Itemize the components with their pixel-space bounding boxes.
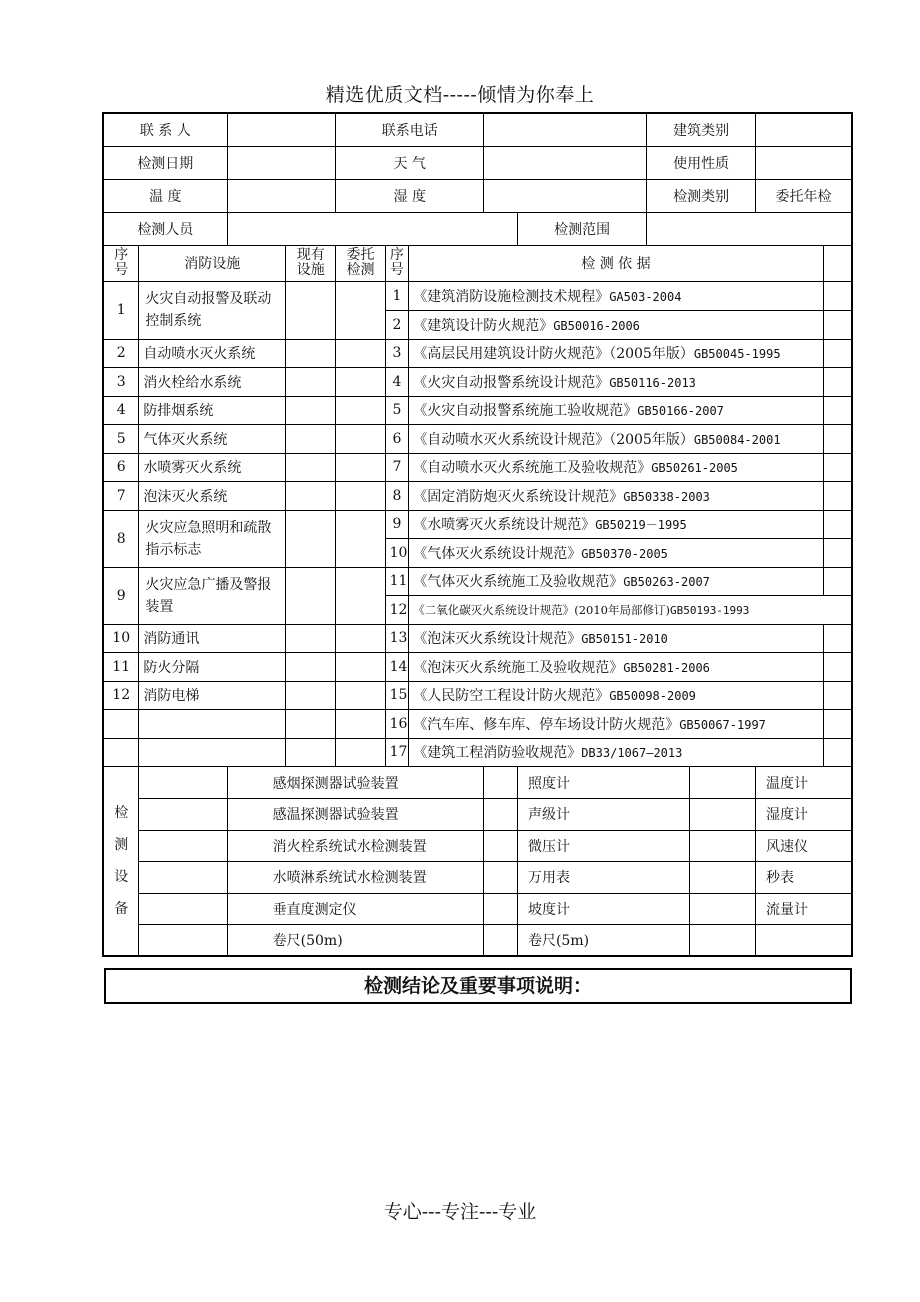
equipment-item: 照度计 [517, 767, 689, 799]
table-row [103, 453, 852, 482]
info-row [103, 146, 852, 179]
existing-cell[interactable] [286, 567, 336, 624]
equipment-row [103, 830, 852, 862]
facility-header: 消防设施 [139, 245, 286, 281]
equipment-item [755, 925, 852, 957]
existing-cell[interactable] [286, 339, 336, 368]
facility-name: 泡沫灭火系统 [139, 482, 286, 511]
equipment-check[interactable] [690, 767, 756, 799]
equipment-check[interactable] [484, 893, 518, 925]
table-row [103, 738, 852, 767]
facility-name: 自动喷水灭火系统 [139, 339, 286, 368]
equipment-check[interactable] [690, 830, 756, 862]
standard-no: 9 [385, 510, 409, 539]
equipment-check[interactable] [484, 830, 518, 862]
equipment-check[interactable] [139, 862, 227, 894]
equipment-item: 万用表 [517, 862, 689, 894]
standard-text: 《泡沫灭火系统设计规范》GB50151-2010 [409, 624, 823, 653]
standard-text: 《自动喷水灭火系统设计规范》（2005年版）GB50084-2001 [409, 425, 823, 454]
date-value[interactable] [227, 146, 336, 179]
entrusted-cell[interactable] [336, 482, 385, 511]
facility-name: 火灾应急广播及警报装置 [139, 567, 286, 624]
facility-name: 消防电梯 [139, 681, 286, 710]
standard-text: 《建筑设计防火规范》GB50016-2006 [409, 310, 823, 339]
facility-name: 消火栓给水系统 [139, 368, 286, 397]
facility-name: 火灾应急照明和疏散指示标志 [139, 510, 286, 567]
equipment-row [103, 862, 852, 894]
entrusted-cell[interactable] [336, 281, 385, 339]
equipment-check[interactable] [139, 925, 227, 957]
equipment-item: 垂直度测定仪 [227, 893, 483, 925]
facility-no: 5 [103, 425, 139, 454]
standard-no: 12 [385, 596, 409, 625]
standard-text: 《建筑工程消防验收规范》DB33/1067—2013 [409, 738, 823, 767]
equipment-check[interactable] [139, 799, 227, 831]
existing-cell[interactable] [286, 624, 336, 653]
equipment-check[interactable] [690, 862, 756, 894]
facility-no: 6 [103, 453, 139, 482]
facility-no: 3 [103, 368, 139, 397]
equipment-check[interactable] [484, 767, 518, 799]
entrusted-cell[interactable] [336, 681, 385, 710]
usage-value[interactable] [755, 146, 852, 179]
table-row [103, 624, 852, 653]
equipment-item: 水喷淋系统试水检测装置 [227, 862, 483, 894]
seq-header: 序号 [103, 245, 139, 281]
standard-no: 4 [385, 368, 409, 397]
entrusted-cell[interactable] [336, 368, 385, 397]
standard-text: 《火灾自动报警系统施工验收规范》GB50166-2007 [409, 396, 823, 425]
equipment-item: 坡度计 [517, 893, 689, 925]
humidity-label: 湿 度 [336, 179, 484, 212]
equipment-check[interactable] [139, 767, 227, 799]
scope-label: 检测范围 [517, 212, 646, 245]
temp-label: 温 度 [103, 179, 227, 212]
page-header: 精选优质文档-----倾情为你奉上 [325, 84, 595, 106]
existing-cell[interactable] [286, 482, 336, 511]
facility-no: 1 [103, 281, 139, 339]
facility-name: 消防通讯 [139, 624, 286, 653]
entrusted-cell[interactable] [336, 567, 385, 624]
existing-cell[interactable] [286, 396, 336, 425]
conclusion-heading: 检测结论及重要事项说明： [104, 968, 852, 1004]
standard-text: 《气体灭火系统设计规范》GB50370-2005 [409, 539, 823, 568]
standard-no: 17 [385, 738, 409, 767]
building-type-label: 建筑类别 [647, 113, 756, 146]
humidity-value[interactable] [484, 179, 647, 212]
info-row [103, 212, 852, 245]
contact-label: 联 系 人 [103, 113, 227, 146]
equipment-item: 卷尺(50m) [227, 925, 483, 957]
equipment-item: 消火栓系统试水检测装置 [227, 830, 483, 862]
facilities-header-row [103, 245, 852, 281]
equipment-check[interactable] [690, 893, 756, 925]
table-row [103, 396, 852, 425]
entrusted-cell[interactable] [336, 339, 385, 368]
standard-text: 《火灾自动报警系统设计规范》GB50116-2013 [409, 368, 823, 397]
equipment-item: 感温探测器试验装置 [227, 799, 483, 831]
equipment-check[interactable] [484, 862, 518, 894]
facility-no: 7 [103, 482, 139, 511]
existing-cell[interactable] [286, 281, 336, 339]
equipment-item: 流量计 [755, 893, 852, 925]
table-row [103, 510, 852, 539]
info-row [103, 113, 852, 146]
facility-name: 防火分隔 [139, 653, 286, 682]
entrusted-cell[interactable] [336, 396, 385, 425]
page-footer: 专心---专注---专业 [383, 1201, 537, 1223]
entrusted-cell[interactable] [336, 510, 385, 567]
equipment-check[interactable] [484, 925, 518, 957]
standard-no: 16 [385, 710, 409, 739]
facility-name: 火灾自动报警及联动控制系统 [139, 281, 286, 339]
info-row [103, 179, 852, 212]
standard-no: 8 [385, 482, 409, 511]
building-type-value[interactable] [755, 113, 852, 146]
standard-no: 3 [385, 339, 409, 368]
table-row [103, 681, 852, 710]
date-label: 检测日期 [103, 146, 227, 179]
inspector-label: 检测人员 [103, 212, 227, 245]
existing-cell[interactable] [286, 653, 336, 682]
facility-no: 12 [103, 681, 139, 710]
table-row [103, 653, 852, 682]
standard-text: 《二氧化碳灭火系统设计规范》(2010年局部修订)GB50193-1993 [409, 596, 852, 625]
phone-value[interactable] [484, 113, 647, 146]
existing-cell[interactable] [286, 681, 336, 710]
facility-name: 气体灭火系统 [139, 425, 286, 454]
equipment-check[interactable] [139, 893, 227, 925]
table-row [103, 710, 852, 739]
table-row [103, 339, 852, 368]
facility-no: 4 [103, 396, 139, 425]
existing-cell[interactable] [286, 368, 336, 397]
scope-value[interactable] [647, 212, 852, 245]
phone-label: 联系电话 [336, 113, 484, 146]
standard-no: 13 [385, 624, 409, 653]
equipment-row [103, 767, 852, 799]
equipment-item: 感烟探测器试验装置 [227, 767, 483, 799]
standard-text: 《气体灭火系统施工及验收规范》GB50263-2007 [409, 567, 823, 596]
table-row [103, 567, 852, 596]
standard-no: 7 [385, 453, 409, 482]
entrusted-cell[interactable] [336, 453, 385, 482]
standard-text: 《泡沫灭火系统施工及验收规范》GB50281-2006 [409, 653, 823, 682]
equipment-item: 温度计 [755, 767, 852, 799]
entrusted-cell[interactable] [336, 653, 385, 682]
facility-no: 2 [103, 339, 139, 368]
inspection-type-label: 检测类别 [647, 179, 756, 212]
standard-no: 1 [385, 281, 409, 310]
standard-text: 《水喷雾灭火系统设计规范》GB50219－1995 [409, 510, 823, 539]
contact-value[interactable] [227, 113, 336, 146]
standard-no: 11 [385, 567, 409, 596]
standard-text: 《固定消防炮灭火系统设计规范》GB50338-2003 [409, 482, 823, 511]
standard-no: 15 [385, 681, 409, 710]
standard-no: 14 [385, 653, 409, 682]
equipment-item: 秒表 [755, 862, 852, 894]
weather-label: 天 气 [336, 146, 484, 179]
table-row [103, 368, 852, 397]
inspection-form [102, 112, 853, 957]
existing-cell[interactable] [286, 510, 336, 567]
existing-header: 现有设施 [286, 245, 336, 281]
facility-no: 10 [103, 624, 139, 653]
standard-no: 6 [385, 425, 409, 454]
equipment-check[interactable] [690, 925, 756, 957]
equipment-row [103, 799, 852, 831]
equipment-check[interactable] [139, 830, 227, 862]
standard-text: 《人民防空工程设计防火规范》GB50098-2009 [409, 681, 823, 710]
equipment-item: 风速仪 [755, 830, 852, 862]
entrusted-header: 委托检测 [336, 245, 385, 281]
standard-text: 《自动喷水灭火系统施工及验收规范》GB50261-2005 [409, 453, 823, 482]
facility-no: 9 [103, 567, 139, 624]
equipment-item: 卷尺(5m) [517, 925, 689, 957]
temp-value[interactable] [227, 179, 336, 212]
equipment-row [103, 893, 852, 925]
standard-text: 《汽车库、修车库、停车场设计防火规范》GB50067-1997 [409, 710, 823, 739]
weather-value[interactable] [484, 146, 647, 179]
entrusted-cell[interactable] [336, 425, 385, 454]
existing-cell[interactable] [286, 425, 336, 454]
standard-text: 《建筑消防设施检测技术规程》GA503-2004 [409, 281, 823, 310]
facility-name: 防排烟系统 [139, 396, 286, 425]
inspector-value[interactable] [227, 212, 517, 245]
equipment-row [103, 925, 852, 957]
facility-no: 8 [103, 510, 139, 567]
facility-name: 水喷雾灭火系统 [139, 453, 286, 482]
entrusted-cell[interactable] [336, 624, 385, 653]
standard-text: 《高层民用建筑设计防火规范》（2005年版）GB50045-1995 [409, 339, 823, 368]
equipment-label: 检 测 设 备 [103, 767, 139, 957]
standard-no: 2 [385, 310, 409, 339]
inspection-type-value[interactable]: 委托年检 [755, 179, 852, 212]
equipment-item: 湿度计 [755, 799, 852, 831]
standard-no: 5 [385, 396, 409, 425]
usage-label: 使用性质 [647, 146, 756, 179]
equipment-item: 微压计 [517, 830, 689, 862]
equipment-check[interactable] [690, 799, 756, 831]
equipment-item: 声级计 [517, 799, 689, 831]
facility-no: 11 [103, 653, 139, 682]
table-row [103, 482, 852, 511]
equipment-check[interactable] [484, 799, 518, 831]
table-row [103, 425, 852, 454]
seq2-header: 序号 [385, 245, 409, 281]
table-row [103, 281, 852, 310]
standard-no: 10 [385, 539, 409, 568]
basis-header: 检 测 依 据 [409, 245, 823, 281]
existing-cell[interactable] [286, 453, 336, 482]
